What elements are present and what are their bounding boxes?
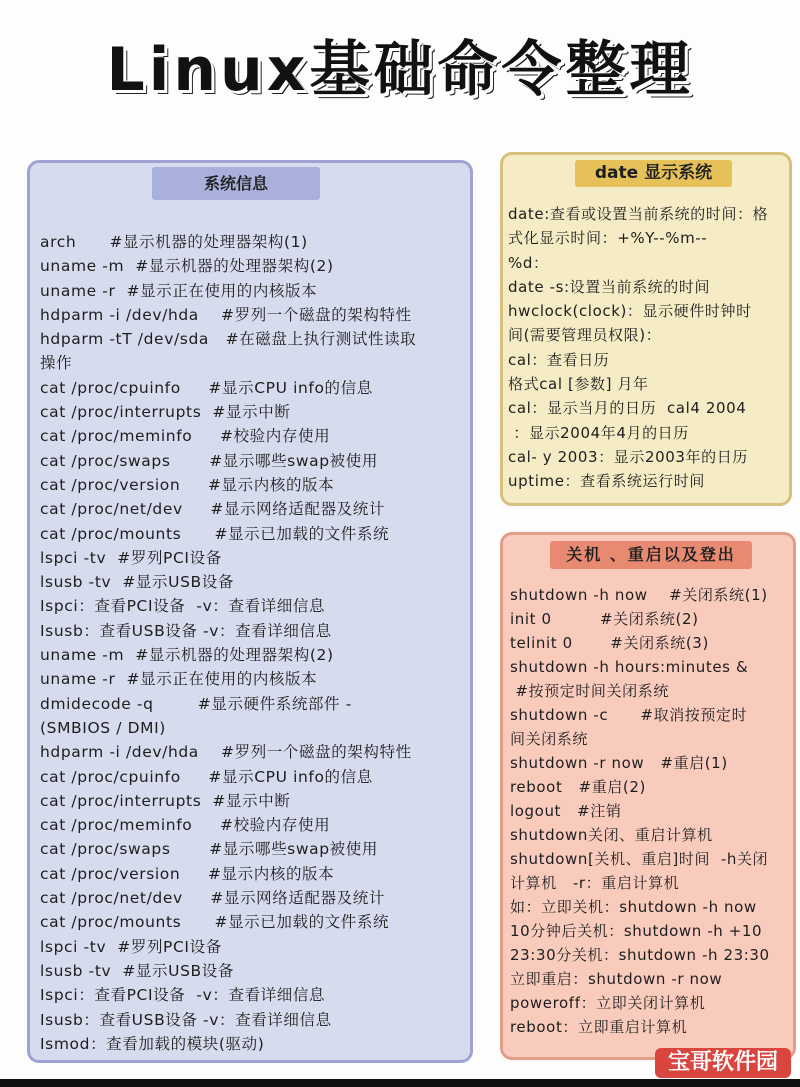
command-line: hdparm -tT /dev/sda #在磁盘上执行测试性读取 <box>40 330 417 349</box>
command-line: Isusb：查看USB设备 -v：查看详细信息 <box>40 1010 332 1029</box>
command-line: 间(需要管理员权限)： <box>508 326 662 345</box>
command-line: 式化显示时间：+%Y--%m-- <box>508 229 708 248</box>
command-line: reboot #重启(2) <box>510 778 646 796</box>
command-line: ：显示2004年4月的日历 <box>508 423 689 442</box>
command-line: 10分钟后关机：shutdown -h +10 <box>510 922 763 940</box>
command-line: %d： <box>508 253 549 272</box>
command-line: 间关闭系统 <box>510 730 589 748</box>
command-line: hdparm -i /dev/hda #罗列一个磁盘的架构特性 <box>40 743 412 762</box>
command-line: #按预定时间关闭系统 <box>510 682 669 700</box>
command-line: cat /proc/swaps #显示哪些swap被使用 <box>40 451 378 470</box>
command-line: cal：显示当月的日历 cal4 2004 <box>508 399 747 418</box>
system-info-lines <box>40 230 416 1056</box>
command-line: 计算机 -r：重启计算机 <box>510 874 680 892</box>
command-line: 23:30分关机：shutdown -h 23:30 <box>510 946 770 964</box>
command-line: uname -m #显示机器的处理器架构(2) <box>40 646 334 665</box>
shutdown-header: 关机 、重启以及登出 <box>550 541 752 569</box>
command-line: cat /proc/version #显示内核的版本 <box>40 864 335 883</box>
command-line: cat /proc/net/dev #显示网络适配器及统计 <box>40 889 385 908</box>
command-line: cat /proc/version #显示内核的版本 <box>40 475 335 494</box>
command-line: Ispci：查看PCI设备 -v：查看详细信息 <box>40 597 326 616</box>
command-line: Ispci：查看PCI设备 -v：查看详细信息 <box>40 986 326 1005</box>
watermark-logo: 宝哥软件园 <box>655 1048 791 1078</box>
command-line: cat /proc/cpuinfo #显示CPU info的信息 <box>40 767 373 786</box>
command-line: cat /proc/mounts #显示已加载的文件系统 <box>40 524 390 543</box>
command-line: 操作 <box>40 354 73 373</box>
command-line: Ismod：查看加载的模块(驱动) <box>40 1034 265 1053</box>
command-line: Isusb：查看USB设备 -v：查看详细信息 <box>40 621 332 640</box>
date-lines <box>508 202 768 494</box>
command-line: hdparm -i /dev/hda #罗列一个磁盘的架构特性 <box>40 305 412 324</box>
command-line: shutdown -h now #关闭系统(1) <box>510 586 768 604</box>
command-line: telinit 0 #关闭系统(3) <box>510 634 709 652</box>
shutdown-lines <box>510 583 770 1039</box>
command-line: cat /proc/meminfo #校验内存使用 <box>40 427 331 446</box>
command-line: cal：查看日历 <box>508 350 610 369</box>
command-line: cat /proc/meminfo #校验内存使用 <box>40 816 331 835</box>
command-line: (SMBIOS / DMI) <box>40 718 166 737</box>
command-line: shutdown -c #取消按预定时 <box>510 706 748 724</box>
command-line: cat /proc/interrupts #显示中断 <box>40 403 291 422</box>
command-line: dmidecode -q #显示硬件系统部件 - <box>40 694 352 713</box>
command-line: poweroff：立即关闭计算机 <box>510 994 706 1012</box>
command-line: lspci -tv #罗列PCI设备 <box>40 548 222 567</box>
command-line: 如：立即关机：shutdown -h now <box>510 898 757 916</box>
command-line: cat /proc/swaps #显示哪些swap被使用 <box>40 840 378 859</box>
command-line: uname -m #显示机器的处理器架构(2) <box>40 257 334 276</box>
command-line: cat /proc/mounts #显示已加载的文件系统 <box>40 913 390 932</box>
bottom-bar <box>0 1079 800 1087</box>
command-line: shutdown -h hours:minutes & <box>510 658 749 676</box>
command-line: lsusb -tv #显示USB设备 <box>40 573 234 592</box>
command-line: date -s:设置当前系统的时间 <box>508 277 711 296</box>
system-info-panel <box>27 160 473 1063</box>
command-line: cat /proc/net/dev #显示网络适配器及统计 <box>40 500 385 519</box>
command-line: uptime：查看系统运行时间 <box>508 472 705 491</box>
system-info-header: 系统信息 <box>152 167 320 200</box>
date-header: date 显示系统 <box>575 160 732 187</box>
command-line: hwclock(clock)：显示硬件时钟时 <box>508 302 752 321</box>
command-line: lspci -tv #罗列PCI设备 <box>40 937 222 956</box>
command-line: cal- y 2003：显示2003年的日历 <box>508 447 748 466</box>
command-line: 格式cal [参数] 月年 <box>508 375 649 394</box>
command-line: init 0 #关闭系统(2) <box>510 610 699 628</box>
command-line: date:查看或设置当前系统的时间：格 <box>508 205 769 223</box>
command-line: uname -r #显示正在使用的内核版本 <box>40 670 318 689</box>
command-line: shutdown[关机、重启]时间 -h关闭 <box>510 850 769 868</box>
shutdown-panel <box>500 532 796 1060</box>
command-line: arch #显示机器的处理器架构(1) <box>40 233 308 251</box>
command-line: shutdown关闭、重启计算机 <box>510 826 713 844</box>
command-line: 立即重启：shutdown -r now <box>510 970 723 988</box>
command-line: reboot：立即重启计算机 <box>510 1018 688 1036</box>
command-line: logout #注销 <box>510 802 622 820</box>
command-line: cat /proc/cpuinfo #显示CPU info的信息 <box>40 378 373 397</box>
command-line: shutdown -r now #重启(1) <box>510 754 728 772</box>
page-title: Linux基础命令整理 <box>106 35 694 105</box>
command-line: cat /proc/interrupts #显示中断 <box>40 791 291 810</box>
date-panel <box>500 152 792 506</box>
command-line: lsusb -tv #显示USB设备 <box>40 961 234 980</box>
command-line: uname -r #显示正在使用的内核版本 <box>40 281 318 300</box>
